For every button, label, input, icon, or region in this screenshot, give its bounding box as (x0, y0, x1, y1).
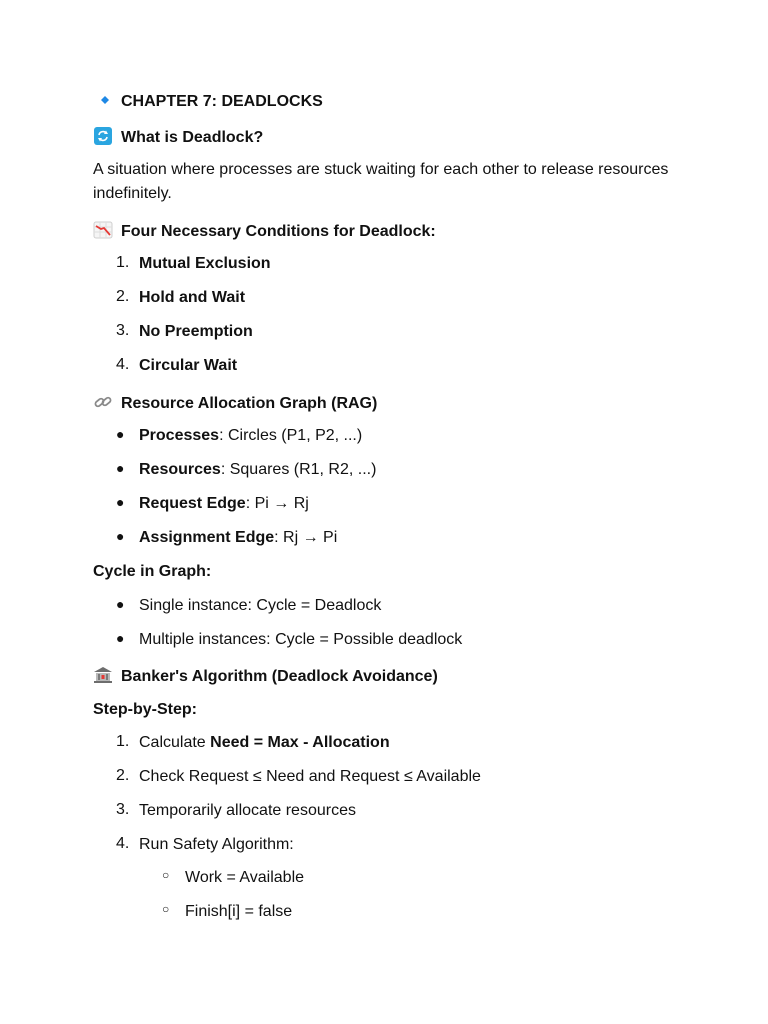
link-icon (93, 392, 113, 412)
bullet-icon: ● (116, 596, 125, 612)
step-text: Calculate (139, 734, 211, 751)
condition-label: No Preemption (139, 323, 253, 340)
step-formula: Need = Max - Allocation (210, 734, 390, 751)
banker-heading: Banker's Algorithm (Deadlock Avoidance) (121, 668, 438, 685)
chapter-title: CHAPTER 7: DEADLOCKS (121, 93, 323, 110)
cycle-item: Single instance: Cycle = Deadlock (139, 597, 382, 614)
bullet-icon: ● (116, 494, 125, 510)
rag-desc: : Pi → Rj (245, 495, 309, 512)
item-number: 2. (116, 767, 130, 784)
item-number: 1. (116, 733, 130, 750)
deadlock-definition: A situation where processes are stuck waiting for each other to release resources indefinitely. (93, 161, 669, 202)
rag-term: Processes (139, 427, 220, 444)
item-number: 3. (116, 322, 130, 339)
rag-desc: : Squares (R1, R2, ...) (220, 461, 377, 478)
sub-step-text: Work = Available (185, 869, 305, 886)
chapter-title-line (93, 90, 323, 112)
bank-icon (93, 665, 113, 685)
rag-term: Assignment Edge (139, 529, 275, 546)
cycle-heading: Cycle in Graph: (93, 563, 212, 580)
refresh-arrows-icon (93, 126, 113, 146)
bullet-icon: ● (116, 630, 125, 646)
what-is-heading-line (93, 126, 263, 148)
chart-decreasing-icon (93, 220, 113, 240)
step-text: Temporarily allocate resources (139, 802, 356, 819)
item-number: 3. (116, 801, 130, 818)
sub-step-text: Finish[i] = false (185, 903, 293, 920)
rag-heading: Resource Allocation Graph (RAG) (121, 395, 378, 412)
conditions-heading: Four Necessary Conditions for Deadlock: (121, 223, 436, 240)
cycle-item: Multiple instances: Cycle = Possible deadlock (139, 631, 463, 648)
bullet-icon: ● (116, 426, 125, 442)
circle-bullet-icon: ○ (162, 902, 170, 916)
item-number: 2. (116, 288, 130, 305)
conditions-heading-line (93, 220, 436, 242)
blue-diamond-icon (93, 90, 113, 110)
condition-label: Hold and Wait (139, 289, 246, 306)
bullet-icon: ● (116, 528, 125, 544)
banker-heading-line (93, 665, 438, 687)
item-number: 4. (116, 835, 130, 852)
rag-term: Resources (139, 461, 221, 478)
item-number: 4. (116, 356, 130, 373)
rag-term: Request Edge (139, 495, 246, 512)
condition-label: Circular Wait (139, 357, 238, 374)
rag-desc: : Circles (P1, P2, ...) (219, 427, 363, 444)
condition-label: Mutual Exclusion (139, 255, 271, 272)
what-is-heading: What is Deadlock? (121, 129, 264, 146)
bullet-icon: ● (116, 460, 125, 476)
step-text: Check Request ≤ Need and Request ≤ Available (139, 768, 481, 785)
circle-bullet-icon: ○ (162, 868, 170, 882)
rag-desc: : Rj → Pi (274, 529, 338, 546)
item-number: 1. (116, 254, 130, 271)
step-text: Run Safety Algorithm: (139, 836, 294, 853)
rag-heading-line (93, 392, 377, 414)
steps-heading: Step-by-Step: (93, 701, 197, 718)
